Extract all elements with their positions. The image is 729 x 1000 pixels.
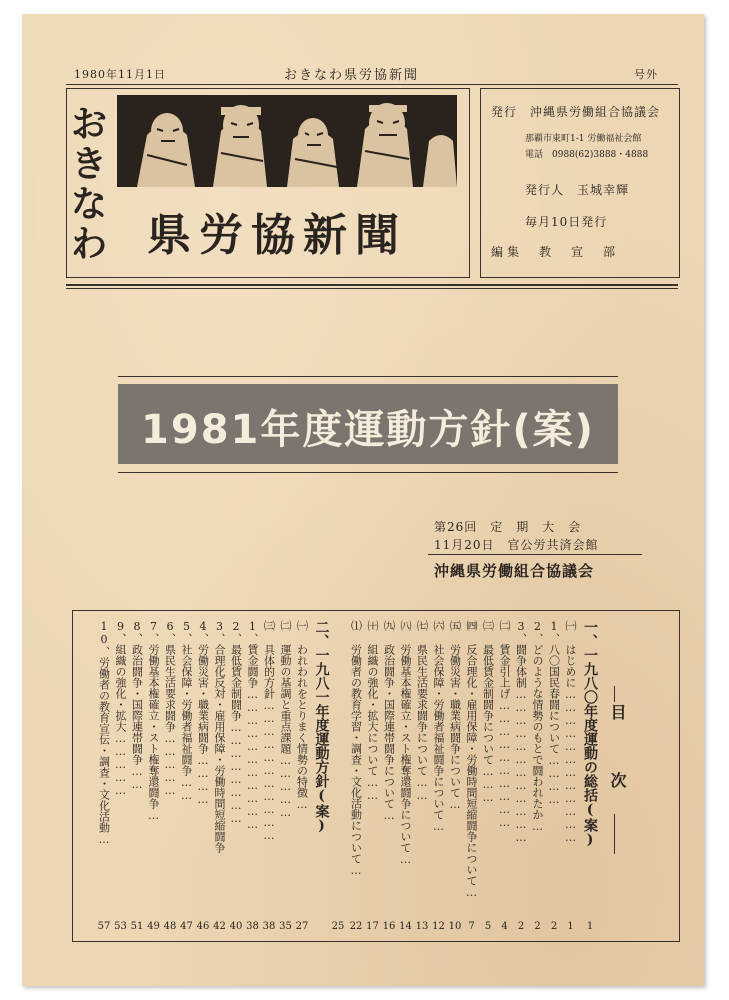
publisher-address: 那覇市東町1-1 労働福祉会館 (525, 134, 642, 144)
toc-entry: 一、一九八〇年度運動の総括(案) (582, 620, 598, 848)
meeting-date-venue: 11月20日 官公労共済会館 (434, 538, 599, 552)
toc-entry: ㈢ 最低賃金制闘争について……… (481, 620, 495, 804)
toc-page-number: 22 (349, 921, 363, 932)
toc-entry: ㈣ 反合理化・雇用保障・労働時間短縮闘争について… (465, 620, 478, 899)
banner-top-rule (118, 376, 618, 377)
toc-page-number: 47 (180, 921, 193, 932)
toc-page-number: 38 (246, 921, 259, 932)
toc-page-number: 4 (501, 921, 508, 932)
toc-entry: 6、県民生活要求闘争…………… (163, 620, 177, 797)
masthead-vertical-2: き (71, 144, 108, 185)
top-rule (66, 84, 678, 85)
toc-page-number: 7 (468, 921, 475, 932)
toc-page-number: 46 (196, 921, 210, 932)
toc-page-number: 25 (331, 921, 345, 932)
toc-entry: ㈠ われわれをとりまく情勢の特徴… (295, 620, 309, 811)
woodcut-illustration (117, 95, 457, 187)
masthead-bottom-rule (66, 284, 678, 286)
paper-name: おきなわ県労協新聞 (284, 68, 420, 83)
toc-page-number: 12 (432, 921, 445, 932)
publisher-schedule: 毎月10日発行 (525, 215, 608, 229)
toc-page-number: 16 (382, 921, 396, 932)
toc-entry: ㈦ 県民生活要求闘争について…… (415, 620, 429, 802)
toc-page-number: 49 (147, 921, 160, 932)
publisher-issuer: 発行 沖縄県労働組合協議会 (491, 105, 661, 119)
toc-page-number: 42 (213, 921, 226, 932)
toc-page-number: 38 (262, 921, 276, 932)
toc-entry: ㈡ 賃金引上げ………………………… (498, 620, 511, 829)
banner-bottom-rule (118, 472, 618, 473)
toc-entry: ㈤ 労働災害・職業病闘争について… (448, 620, 462, 811)
toc-heading-rule-bottom (614, 814, 615, 854)
masthead-title: 県労協新聞 (147, 210, 407, 261)
toc-entry: 5、社会保障・労働者福祉闘争…… (180, 620, 193, 802)
toc-page-number: 57 (97, 921, 111, 932)
toc-entry: ㈠ はじめに……………………………… (564, 620, 577, 844)
issue-date: 1980年11月1日 (74, 68, 166, 81)
masthead-vertical-1: お (71, 104, 108, 145)
toc-page-number: 13 (415, 921, 429, 932)
masthead-vertical-4: わ (71, 224, 108, 265)
toc-entry: 2、最低賃金制闘争…………………… (229, 620, 243, 825)
publisher-editor: 編集 教 宣 部 (491, 245, 620, 259)
toc-entry: 2、どのような情勢のもとで闘われたか… (531, 620, 544, 833)
toc-entry: ㈥ 社会保障・労働者福祉闘争について… (432, 620, 445, 833)
toc-page-number: 2 (550, 921, 558, 932)
meeting-rule (428, 554, 642, 555)
toc-page-number: 40 (229, 921, 243, 932)
toc-page-number: 14 (399, 921, 412, 932)
masthead (66, 88, 470, 278)
banner-title: 1981年度運動方針(案) (141, 407, 595, 453)
toc-heading: 目 次 (608, 704, 627, 806)
toc-page-number: 2 (534, 921, 541, 932)
toc-entry: 8、政治闘争・国際連帯闘争…… (130, 620, 144, 791)
toc-page-number: 5 (484, 921, 492, 932)
toc-page-number: 1 (586, 921, 594, 932)
toc-entry: 7、労働基本権確立・スト権奪還闘争… (147, 620, 160, 822)
toc-entry: 10、労働者の教育宣伝・調査・文化活動… (97, 620, 111, 846)
workers-woodcut-image (117, 95, 457, 187)
toc-entry: ㈢ 具体的方針…………………………… (262, 620, 276, 842)
policy-banner (118, 384, 618, 464)
toc-page-number: 2 (517, 921, 525, 932)
toc-page-number: 53 (114, 921, 127, 932)
toc-entry: 二、一九八一年度運動方針(案) (313, 620, 330, 834)
publisher-phone: 電話 0988(62)3888・4888 (525, 150, 649, 160)
toc-entry: ㈧ 労働基本権確立・スト権奪還闘争について… (399, 620, 412, 866)
masthead-vertical-3: な (71, 184, 108, 225)
toc-page-number: 1 (567, 921, 574, 932)
toc-page-number: 17 (366, 921, 379, 932)
toc-page-number: 10 (448, 921, 462, 932)
toc-entry: 9、組織の強化・拡大…………… (114, 620, 127, 797)
publisher-info (480, 88, 680, 278)
toc-entry: 1、八〇国民春闘について………… (547, 620, 561, 806)
meeting-organization: 沖縄県労働組合協議会 (434, 562, 595, 580)
newspaper-page (22, 14, 704, 986)
toc-page-number: 27 (295, 921, 309, 932)
toc-entry: ⑴ 労働者の教育学習・調査・文化活動について… (349, 620, 363, 877)
issue-label: 号外 (634, 68, 658, 81)
toc-entry: 4、労働災害・職業病闘争………… (196, 620, 210, 806)
toc-heading-rule-top (614, 686, 615, 702)
meeting-session: 第26回 定 期 大 会 (434, 520, 582, 534)
toc-entry: ㈩ 組織の強化・拡大について…… (366, 620, 379, 802)
toc-entry: 3、合理化反対・雇用保障・労働時間短縮闘争 (213, 620, 226, 853)
toc-entry: 3、闘争体制……………………………… (514, 620, 528, 844)
toc-page-number: 35 (279, 921, 292, 932)
masthead-bottom-rule-thin (66, 288, 678, 289)
publisher-person: 発行人 玉城幸輝 (525, 183, 630, 197)
toc-page-number: 48 (163, 921, 177, 932)
toc-entry: 1、賃金闘争…………………………… (246, 620, 259, 831)
toc-entry: ㈨ 政治闘争・国際連帯闘争について… (382, 620, 396, 822)
toc-page-number: 51 (130, 921, 144, 932)
toc-entry: ㈡ 運動の基調と重点課題…………… (279, 620, 292, 819)
